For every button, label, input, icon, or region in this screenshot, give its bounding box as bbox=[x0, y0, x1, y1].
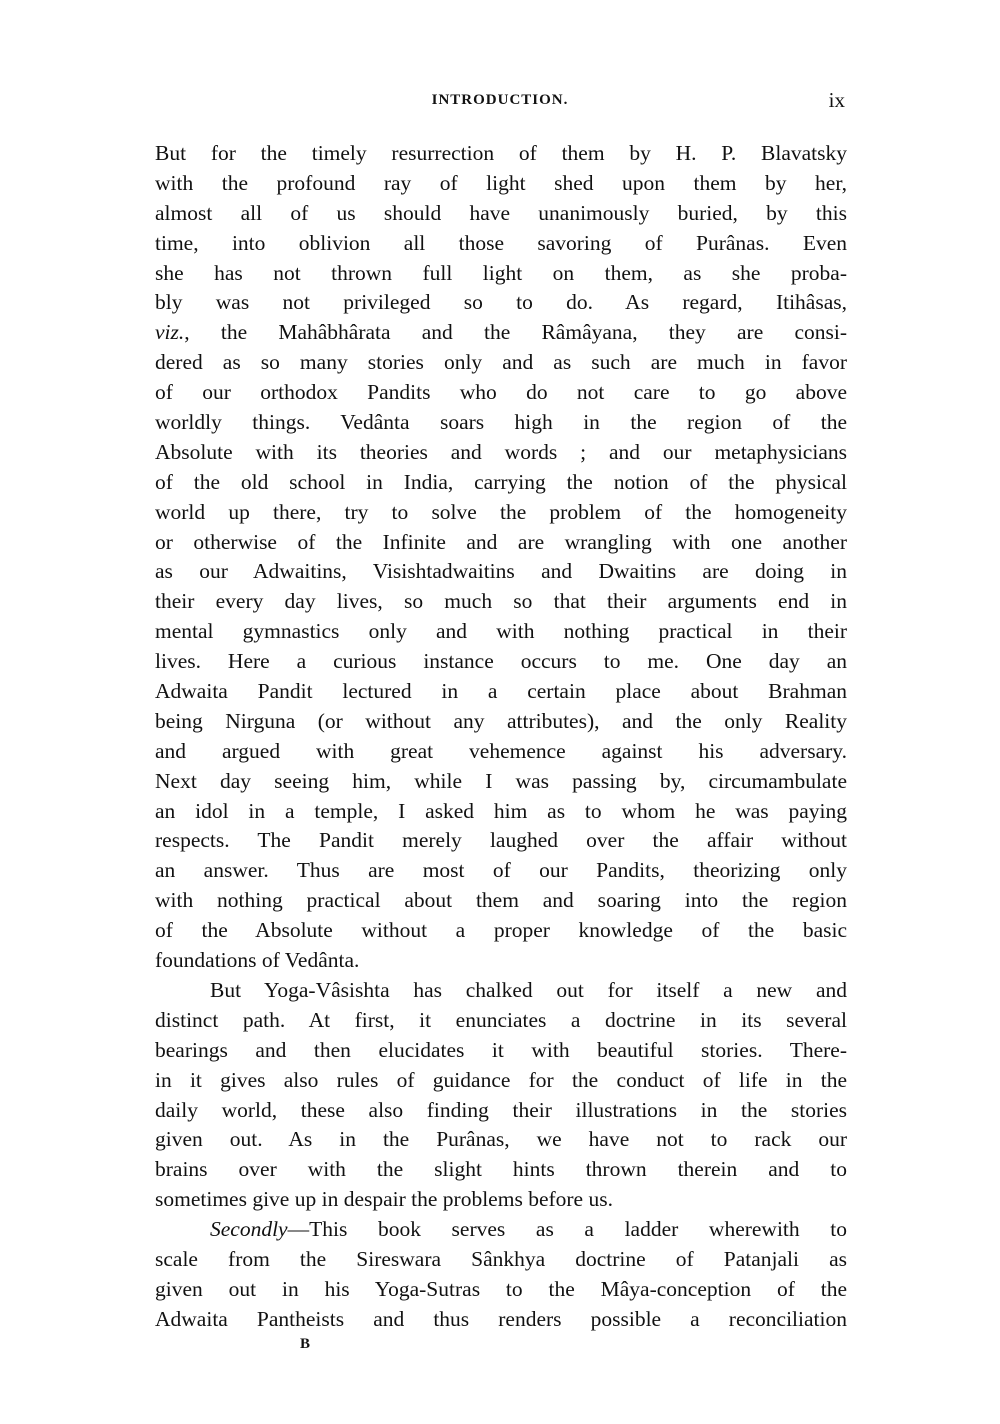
text-line bbox=[155, 677, 847, 707]
running-title: INTRODUCTION. bbox=[431, 92, 569, 108]
line-text: of the old school in India, carrying the notion of the physical bbox=[155, 469, 847, 494]
line-text: as our Adwaitins, Visishtadwaitins and Dwaitins are doing in bbox=[155, 559, 847, 584]
text-line bbox=[155, 1185, 847, 1215]
text-line bbox=[155, 408, 847, 438]
text-line bbox=[155, 856, 847, 886]
text-line bbox=[155, 916, 847, 946]
line-text: bearings and then elucidates it with beautiful stories. There- bbox=[155, 1037, 847, 1062]
text-line bbox=[155, 1006, 847, 1036]
text-line bbox=[155, 707, 847, 737]
line-text: Adwaita Pantheists and thus renders possible a reconciliation bbox=[155, 1306, 847, 1331]
line-text: or otherwise of the Infinite and are wrangling with one another bbox=[155, 529, 847, 554]
line-text: of the Absolute without a proper knowledge of the basic bbox=[155, 918, 847, 943]
text-line bbox=[155, 139, 847, 169]
text-line bbox=[155, 797, 847, 827]
line-text: brains over with the slight hints thrown therein and to bbox=[155, 1157, 847, 1182]
line-text: with nothing practical about them and soaring into the region bbox=[155, 888, 847, 913]
line-text: world up there, try to solve the problem of the homogeneity bbox=[155, 499, 847, 524]
text-line bbox=[155, 1066, 847, 1096]
line-text: their every day lives, so much so that their arguments end in bbox=[155, 589, 847, 614]
text-line bbox=[155, 587, 847, 617]
text-line bbox=[155, 288, 847, 318]
text-line bbox=[155, 976, 847, 1006]
signature-mark: B bbox=[300, 1336, 311, 1352]
line-text: with the profound ray of light shed upon them by her, bbox=[155, 170, 847, 195]
text-line bbox=[155, 886, 847, 916]
text-line bbox=[155, 318, 847, 348]
line-text: scale from the Sireswara Sânkhya doctrine of Patanjali as bbox=[155, 1246, 847, 1271]
page-header bbox=[155, 88, 845, 112]
text-line bbox=[155, 468, 847, 498]
line-text: daily world, these also finding their illustrations in the stories bbox=[155, 1097, 847, 1122]
line-text: foundations of Vedânta. bbox=[155, 948, 360, 973]
line-text: given out in his Yoga-Sutras to the Mâya-conception of the bbox=[155, 1276, 847, 1301]
italic-text: viz. bbox=[155, 320, 185, 345]
text-line bbox=[155, 259, 847, 289]
line-text: of our orthodox Pandits who do not care to go above bbox=[155, 380, 847, 405]
text-line bbox=[155, 348, 847, 378]
line-text: worldly things. Vedânta soars high in the region of the bbox=[155, 410, 847, 435]
line-text: mental gymnastics only and with nothing practical in their bbox=[155, 619, 847, 644]
text-line bbox=[155, 1096, 847, 1126]
line-text: sometimes give up in despair the problems before us. bbox=[155, 1187, 613, 1212]
text-line bbox=[155, 528, 847, 558]
text-line bbox=[155, 378, 847, 408]
text-line bbox=[155, 1125, 847, 1155]
line-text: lives. Here a curious instance occurs to me. One day an bbox=[155, 649, 847, 674]
text-line bbox=[155, 737, 847, 767]
page-number: ix bbox=[828, 88, 845, 112]
text-line bbox=[155, 498, 847, 528]
line-text: —This book serves as a ladder wherewith to bbox=[287, 1217, 847, 1242]
text-line bbox=[155, 647, 847, 677]
text-line bbox=[155, 438, 847, 468]
line-text: distinct path. At first, it enunciates a doctrine in its several bbox=[155, 1007, 847, 1032]
text-line bbox=[155, 1036, 847, 1066]
text-line bbox=[155, 767, 847, 797]
text-line bbox=[155, 1275, 847, 1305]
line-text: and argued with great vehemence against his adversary. bbox=[155, 738, 847, 763]
line-text: But for the timely resurrection of them by H. P. Blavatsky bbox=[155, 141, 847, 165]
line-text: an answer. Thus are most of our Pandits, theorizing only bbox=[155, 858, 847, 883]
line-text: she has not thrown full light on them, as she proba- bbox=[155, 260, 847, 285]
text-line bbox=[155, 229, 847, 259]
text-line bbox=[155, 1155, 847, 1185]
line-text: an idol in a temple, I asked him as to whom he was paying bbox=[155, 798, 847, 823]
text-line bbox=[155, 169, 847, 199]
line-text: almost all of us should have unanimously buried, by this bbox=[155, 200, 847, 225]
text-line bbox=[155, 1215, 847, 1245]
line-text: Adwaita Pandit lectured in a certain place about Brahman bbox=[155, 679, 847, 704]
text-line bbox=[155, 1305, 847, 1335]
line-text: being Nirguna (or without any attributes), and the only Reality bbox=[155, 708, 847, 733]
text-line bbox=[155, 199, 847, 229]
text-line bbox=[155, 826, 847, 856]
text-line bbox=[155, 946, 847, 976]
line-text: respects. The Pandit merely laughed over the affair without bbox=[155, 828, 847, 853]
line-text: But Yoga-Vâsishta has chalked out for itself a new and bbox=[210, 977, 847, 1002]
line-text: bly was not privileged so to do. As regard, Itihâsas, bbox=[155, 290, 847, 315]
line-text: time, into oblivion all those savoring of Purânas. Even bbox=[155, 230, 847, 255]
line-text: Next day seeing him, while I was passing by, circumambulate bbox=[155, 768, 847, 793]
line-text: Absolute with its theories and words ; and our metaphysicians bbox=[155, 439, 847, 464]
body-text bbox=[155, 139, 847, 1335]
line-text: , the Mahâbhârata and the Râmâyana, they are consi- bbox=[184, 320, 847, 345]
line-text: dered as so many stories only and as such are much in favor bbox=[155, 350, 847, 375]
italic-text: Secondly bbox=[210, 1217, 288, 1242]
text-line bbox=[155, 617, 847, 647]
text-line bbox=[155, 1245, 847, 1275]
line-text: given out. As in the Purânas, we have not to rack our bbox=[155, 1127, 847, 1152]
text-line bbox=[155, 557, 847, 587]
line-text: in it gives also rules of guidance for the conduct of life in the bbox=[155, 1067, 847, 1092]
